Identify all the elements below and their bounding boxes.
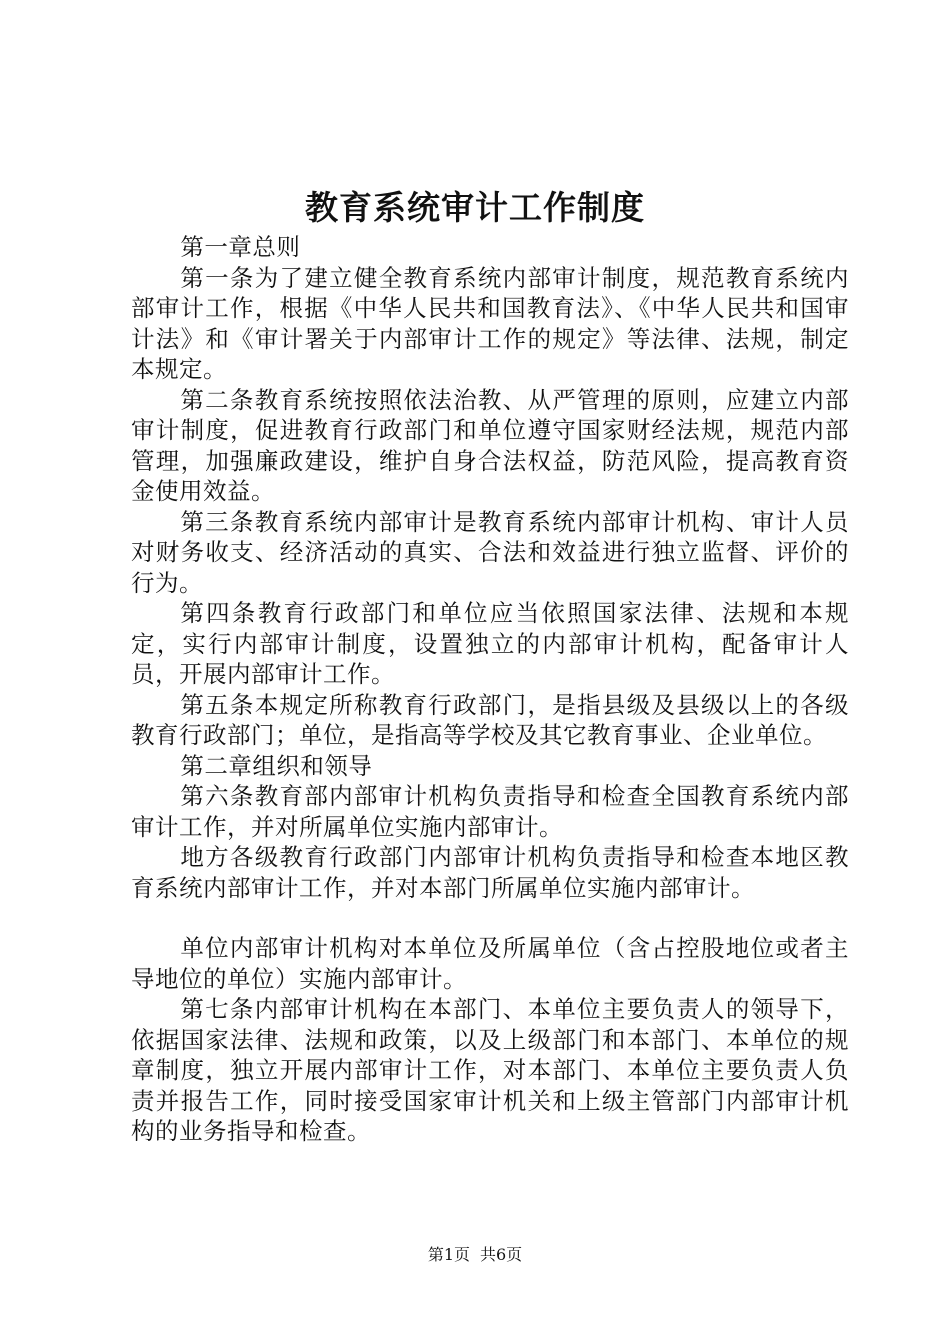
article-paragraph: 第四条教育行政部门和单位应当依照国家法律、法规和本规定，实行内部审计制度，设置独立的内部审计机构，配备审计人员，开展内部审计工作。 bbox=[131, 599, 849, 688]
article-paragraph: 地方各级教育行政部门内部审计机构负责指导和检查本地区教育系统内部审计工作，并对本部门所属单位实施内部审计。 bbox=[131, 843, 849, 902]
chapter-heading: 第二章组织和领导 bbox=[180, 751, 373, 780]
document-body bbox=[131, 232, 849, 1147]
page-number: 第1页 bbox=[427, 1245, 470, 1264]
article-paragraph: 第六条教育部内部审计机构负责指导和检查全国教育系统内部审计工作，并对所属单位实施内部审计。 bbox=[131, 782, 849, 841]
article-paragraph: 单位内部审计机构对本单位及所属单位（含占控股地位或者主导地位的单位）实施内部审计。 bbox=[131, 934, 849, 993]
page-count: 共6页 bbox=[480, 1245, 523, 1264]
document-title: 教育系统审计工作制度 bbox=[305, 188, 645, 227]
article-paragraph: 第三条教育系统内部审计是教育系统内部审计机构、审计人员对财务收支、经济活动的真实、合法和效益进行独立监督、评价的行为。 bbox=[131, 507, 849, 597]
article-paragraph: 第一条为了建立健全教育系统内部审计制度，规范教育系统内部审计工作，根据《中华人民共和国教育法》、《中华人民共和国审计法》和《审计署关于内部审计工作的规定》等法律、法规，制定本规定。 bbox=[131, 263, 849, 383]
article-paragraph: 第二条教育系统按照依法治教、从严管理的原则，应建立内部审计制度，促进教育行政部门和单位遵守国家财经法规，规范内部管理，加强廉政建设，维护自身合法权益，防范风险，提高教育资金使用效益。 bbox=[131, 385, 849, 505]
article-paragraph: 第五条本规定所称教育行政部门，是指县级及县级以上的各级教育行政部门；单位，是指高等学校及其它教育事业、企业单位。 bbox=[131, 690, 849, 749]
article-paragraph: 第七条内部审计机构在本部门、本单位主要负责人的领导下，依据国家法律、法规和政策，以及上级部门和本部门、本单位的规章制度，独立开展内部审计工作，对本部门、本单位主要负责人负责并报告工作，同时接受国家审计机关和上级主管部门内部审计机构的业务指导和检查。 bbox=[131, 995, 849, 1145]
page-footer bbox=[0, 1245, 950, 1265]
chapter-heading: 第一章总则 bbox=[180, 233, 301, 261]
